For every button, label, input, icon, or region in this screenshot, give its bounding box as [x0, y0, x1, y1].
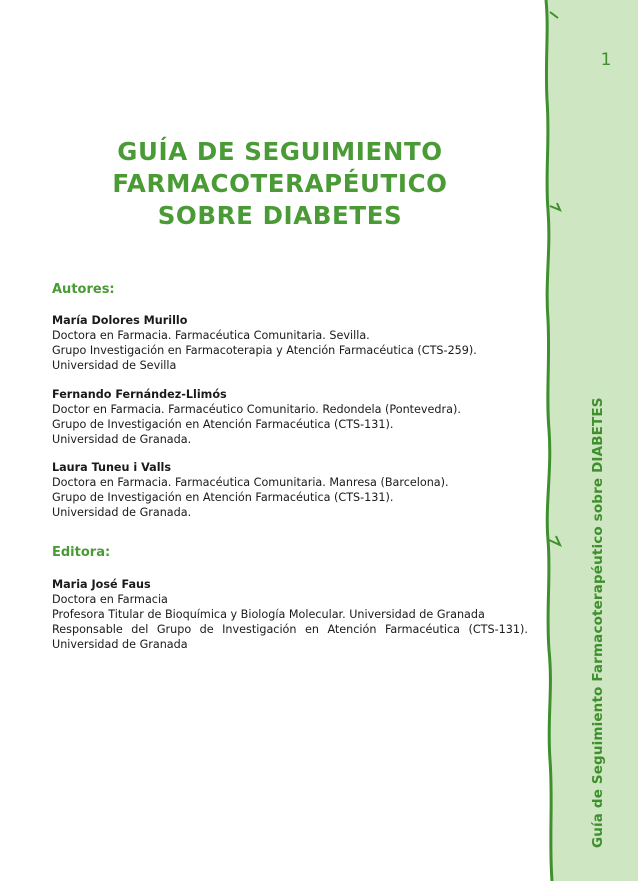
author-detail: Doctora en Farmacia. Farmacéutica Comunitaria. Manresa (Barcelona).	[52, 476, 449, 490]
author-entry	[52, 313, 532, 373]
editor-detail-word: en	[304, 623, 319, 637]
editor-detail-word: Atención	[327, 623, 377, 637]
title-line: SOBRE DIABETES	[157, 201, 403, 230]
author-entry	[52, 460, 532, 520]
editor-detail-word: del	[131, 623, 149, 637]
editor-detail-word: (CTS-131).	[468, 623, 528, 637]
editor-detail: Doctora en Farmacia	[52, 593, 168, 607]
editor-detail-word: Responsable	[52, 623, 123, 637]
editor-detail: Universidad de Granada	[52, 638, 188, 652]
editor-detail	[52, 622, 528, 637]
editor-heading: Editora:	[52, 545, 111, 560]
author-detail: Doctora en Farmacia. Farmacéutica Comunitaria. Sevilla.	[52, 329, 370, 343]
authors-heading: Autores:	[52, 282, 115, 297]
author-detail: Grupo de Investigación en Atención Farmacéutica (CTS-131).	[52, 418, 394, 432]
title-line: FARMACOTERAPÉUTICO	[112, 169, 448, 198]
author-detail: Universidad de Granada.	[52, 433, 192, 447]
editor-detail-word: de	[199, 623, 214, 637]
author-name: Fernando Fernández-Llimós	[52, 388, 227, 401]
author-detail: Grupo Investigación en Farmacoterapia y Atención Farmacéutica (CTS-259).	[52, 344, 477, 358]
editor-detail-word: Investigación	[222, 623, 297, 637]
editor-entry	[52, 577, 532, 652]
title-line: GUÍA DE SEGUIMIENTO	[117, 137, 443, 166]
editor-detail-word: Farmacéutica	[384, 623, 460, 637]
author-detail: Universidad de Granada.	[52, 506, 192, 520]
author-detail: Universidad de Sevilla	[52, 359, 177, 373]
author-entry	[52, 387, 532, 447]
author-detail: Doctor en Farmacia. Farmacéutico Comunitario. Redondela (Pontevedra).	[52, 403, 461, 417]
editor-name: Maria José Faus	[52, 578, 151, 591]
author-name: María Dolores Murillo	[52, 314, 188, 327]
editor-detail-word: Grupo	[156, 623, 192, 637]
editor-detail: Profesora Titular de Bioquímica y Biología Molecular. Universidad de Granada	[52, 608, 485, 622]
author-name: Laura Tuneu i Valls	[52, 461, 172, 474]
page-number: 1	[600, 50, 612, 70]
running-title: Guía de Seguimiento Farmacoterapéutico sobre DIABETES	[590, 397, 606, 848]
document-title	[70, 136, 490, 232]
author-detail: Grupo de Investigación en Atención Farmacéutica (CTS-131).	[52, 491, 394, 505]
